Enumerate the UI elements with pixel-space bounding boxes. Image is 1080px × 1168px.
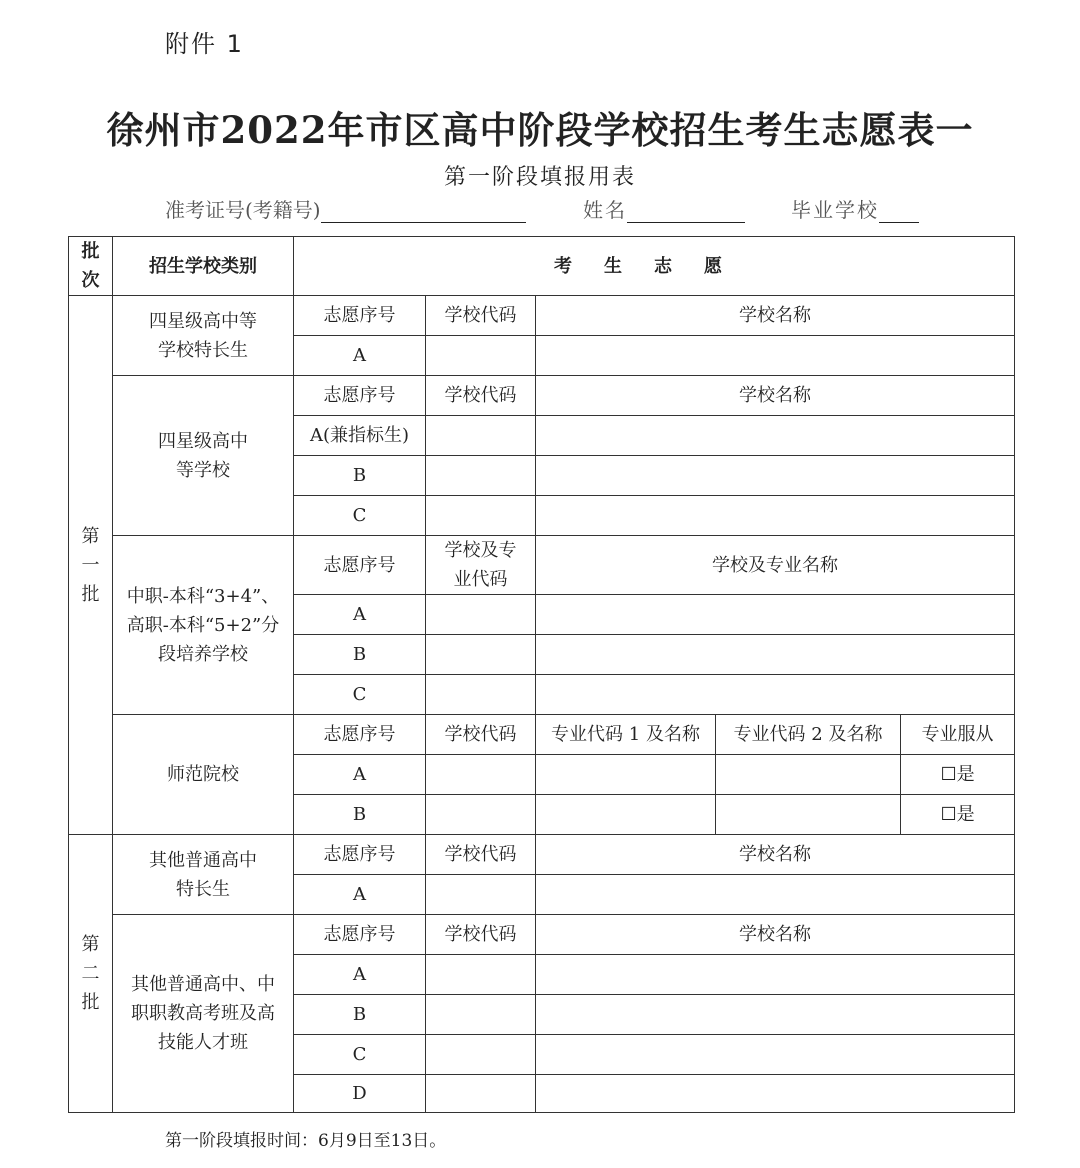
col-code-major: 学校及专业代码 [426, 536, 536, 595]
order-cell: C [294, 1035, 426, 1075]
category-1: 四星级高中等学校特长生 [113, 296, 294, 376]
category-2: 四星级高中等学校 [113, 376, 294, 536]
col-obey: 专业服从 [901, 715, 1015, 755]
school-input[interactable] [879, 200, 919, 223]
col-major2: 专业代码 2 及名称 [716, 715, 901, 755]
order-cell: A [294, 336, 426, 376]
header-category: 招生学校类别 [113, 237, 294, 296]
batch-first: 第一批 [69, 296, 113, 835]
application-form-table [68, 236, 1015, 1113]
major1-input-cell[interactable] [536, 795, 716, 835]
header-batch: 批次 [69, 237, 113, 296]
name-input-cell[interactable] [536, 416, 1015, 456]
table-header-row [69, 237, 1015, 296]
code-input-cell[interactable] [426, 795, 536, 835]
obey-checkbox[interactable]: ☐是 [901, 755, 1015, 795]
table-row [69, 536, 1015, 595]
code-input-cell[interactable] [426, 875, 536, 915]
order-cell: B [294, 635, 426, 675]
col-name: 学校名称 [536, 835, 1015, 875]
filing-time-note: 第一阶段填报时间：6月9日至13日。 [165, 1131, 447, 1151]
code-input-cell[interactable] [426, 755, 536, 795]
name-input[interactable] [627, 200, 745, 223]
code-input-cell[interactable] [426, 595, 536, 635]
col-name: 学校名称 [536, 915, 1015, 955]
school-field [791, 194, 919, 223]
col-order: 志愿序号 [294, 715, 426, 755]
name-input-cell[interactable] [536, 955, 1015, 995]
code-input-cell[interactable] [426, 1035, 536, 1075]
attachment-label: 附件 1 [165, 30, 244, 58]
category-3: 中职-本科“3+4”、高职-本科“5+2”分段培养学校 [113, 536, 294, 715]
page-title: 徐州市2022年市区高中阶段学校招生考生志愿表一 [106, 108, 974, 152]
col-order: 志愿序号 [294, 835, 426, 875]
major2-input-cell[interactable] [716, 795, 901, 835]
name-input-cell[interactable] [536, 875, 1015, 915]
order-cell: C [294, 675, 426, 715]
category-4: 师范院校 [113, 715, 294, 835]
order-cell: A [294, 595, 426, 635]
name-input-cell[interactable] [536, 1075, 1015, 1113]
code-input-cell[interactable] [426, 635, 536, 675]
category-5: 其他普通高中特长生 [113, 835, 294, 915]
major1-input-cell[interactable] [536, 755, 716, 795]
table-row [69, 296, 1015, 336]
code-input-cell[interactable] [426, 336, 536, 376]
header-wishes: 考生志愿 [294, 237, 1015, 296]
exam-number-field [165, 194, 526, 223]
name-input-cell[interactable] [536, 675, 1015, 715]
order-cell: B [294, 995, 426, 1035]
col-order: 志愿序号 [294, 915, 426, 955]
code-input-cell[interactable] [426, 955, 536, 995]
table-row [69, 835, 1015, 875]
exam-number-input[interactable] [321, 200, 526, 223]
col-code: 学校代码 [426, 915, 536, 955]
batch-second: 第二批 [69, 835, 113, 1113]
order-cell: A(兼指标生) [294, 416, 426, 456]
category-6: 其他普通高中、中职职教高考班及高技能人才班 [113, 915, 294, 1113]
col-name: 学校名称 [536, 296, 1015, 336]
name-input-cell[interactable] [536, 635, 1015, 675]
page-subtitle: 第一阶段填报用表 [443, 165, 636, 190]
order-cell: D [294, 1075, 426, 1113]
name-input-cell[interactable] [536, 496, 1015, 536]
exam-number-label: 准考证号(考籍号) [165, 198, 321, 222]
school-label: 毕业学校 [791, 198, 879, 222]
code-input-cell[interactable] [426, 1075, 536, 1113]
order-cell: B [294, 795, 426, 835]
major2-input-cell[interactable] [716, 755, 901, 795]
col-code: 学校代码 [426, 835, 536, 875]
col-code: 学校代码 [426, 715, 536, 755]
col-name-major: 学校及专业名称 [536, 536, 1015, 595]
order-cell: A [294, 955, 426, 995]
table-row [69, 915, 1015, 955]
code-input-cell[interactable] [426, 416, 536, 456]
name-field [583, 194, 745, 223]
name-input-cell[interactable] [536, 595, 1015, 635]
table-row [69, 715, 1015, 755]
order-cell: B [294, 456, 426, 496]
obey-checkbox[interactable]: ☐是 [901, 795, 1015, 835]
order-cell: A [294, 755, 426, 795]
name-label: 姓名 [583, 198, 627, 222]
col-order: 志愿序号 [294, 376, 426, 416]
name-input-cell[interactable] [536, 336, 1015, 376]
code-input-cell[interactable] [426, 496, 536, 536]
table-row [69, 376, 1015, 416]
code-input-cell[interactable] [426, 675, 536, 715]
col-order: 志愿序号 [294, 296, 426, 336]
col-major1: 专业代码 1 及名称 [536, 715, 716, 755]
col-code: 学校代码 [426, 376, 536, 416]
order-cell: A [294, 875, 426, 915]
code-input-cell[interactable] [426, 456, 536, 496]
col-order: 志愿序号 [294, 536, 426, 595]
name-input-cell[interactable] [536, 1035, 1015, 1075]
name-input-cell[interactable] [536, 995, 1015, 1035]
code-input-cell[interactable] [426, 995, 536, 1035]
name-input-cell[interactable] [536, 456, 1015, 496]
order-cell: C [294, 496, 426, 536]
col-code: 学校代码 [426, 296, 536, 336]
col-name: 学校名称 [536, 376, 1015, 416]
